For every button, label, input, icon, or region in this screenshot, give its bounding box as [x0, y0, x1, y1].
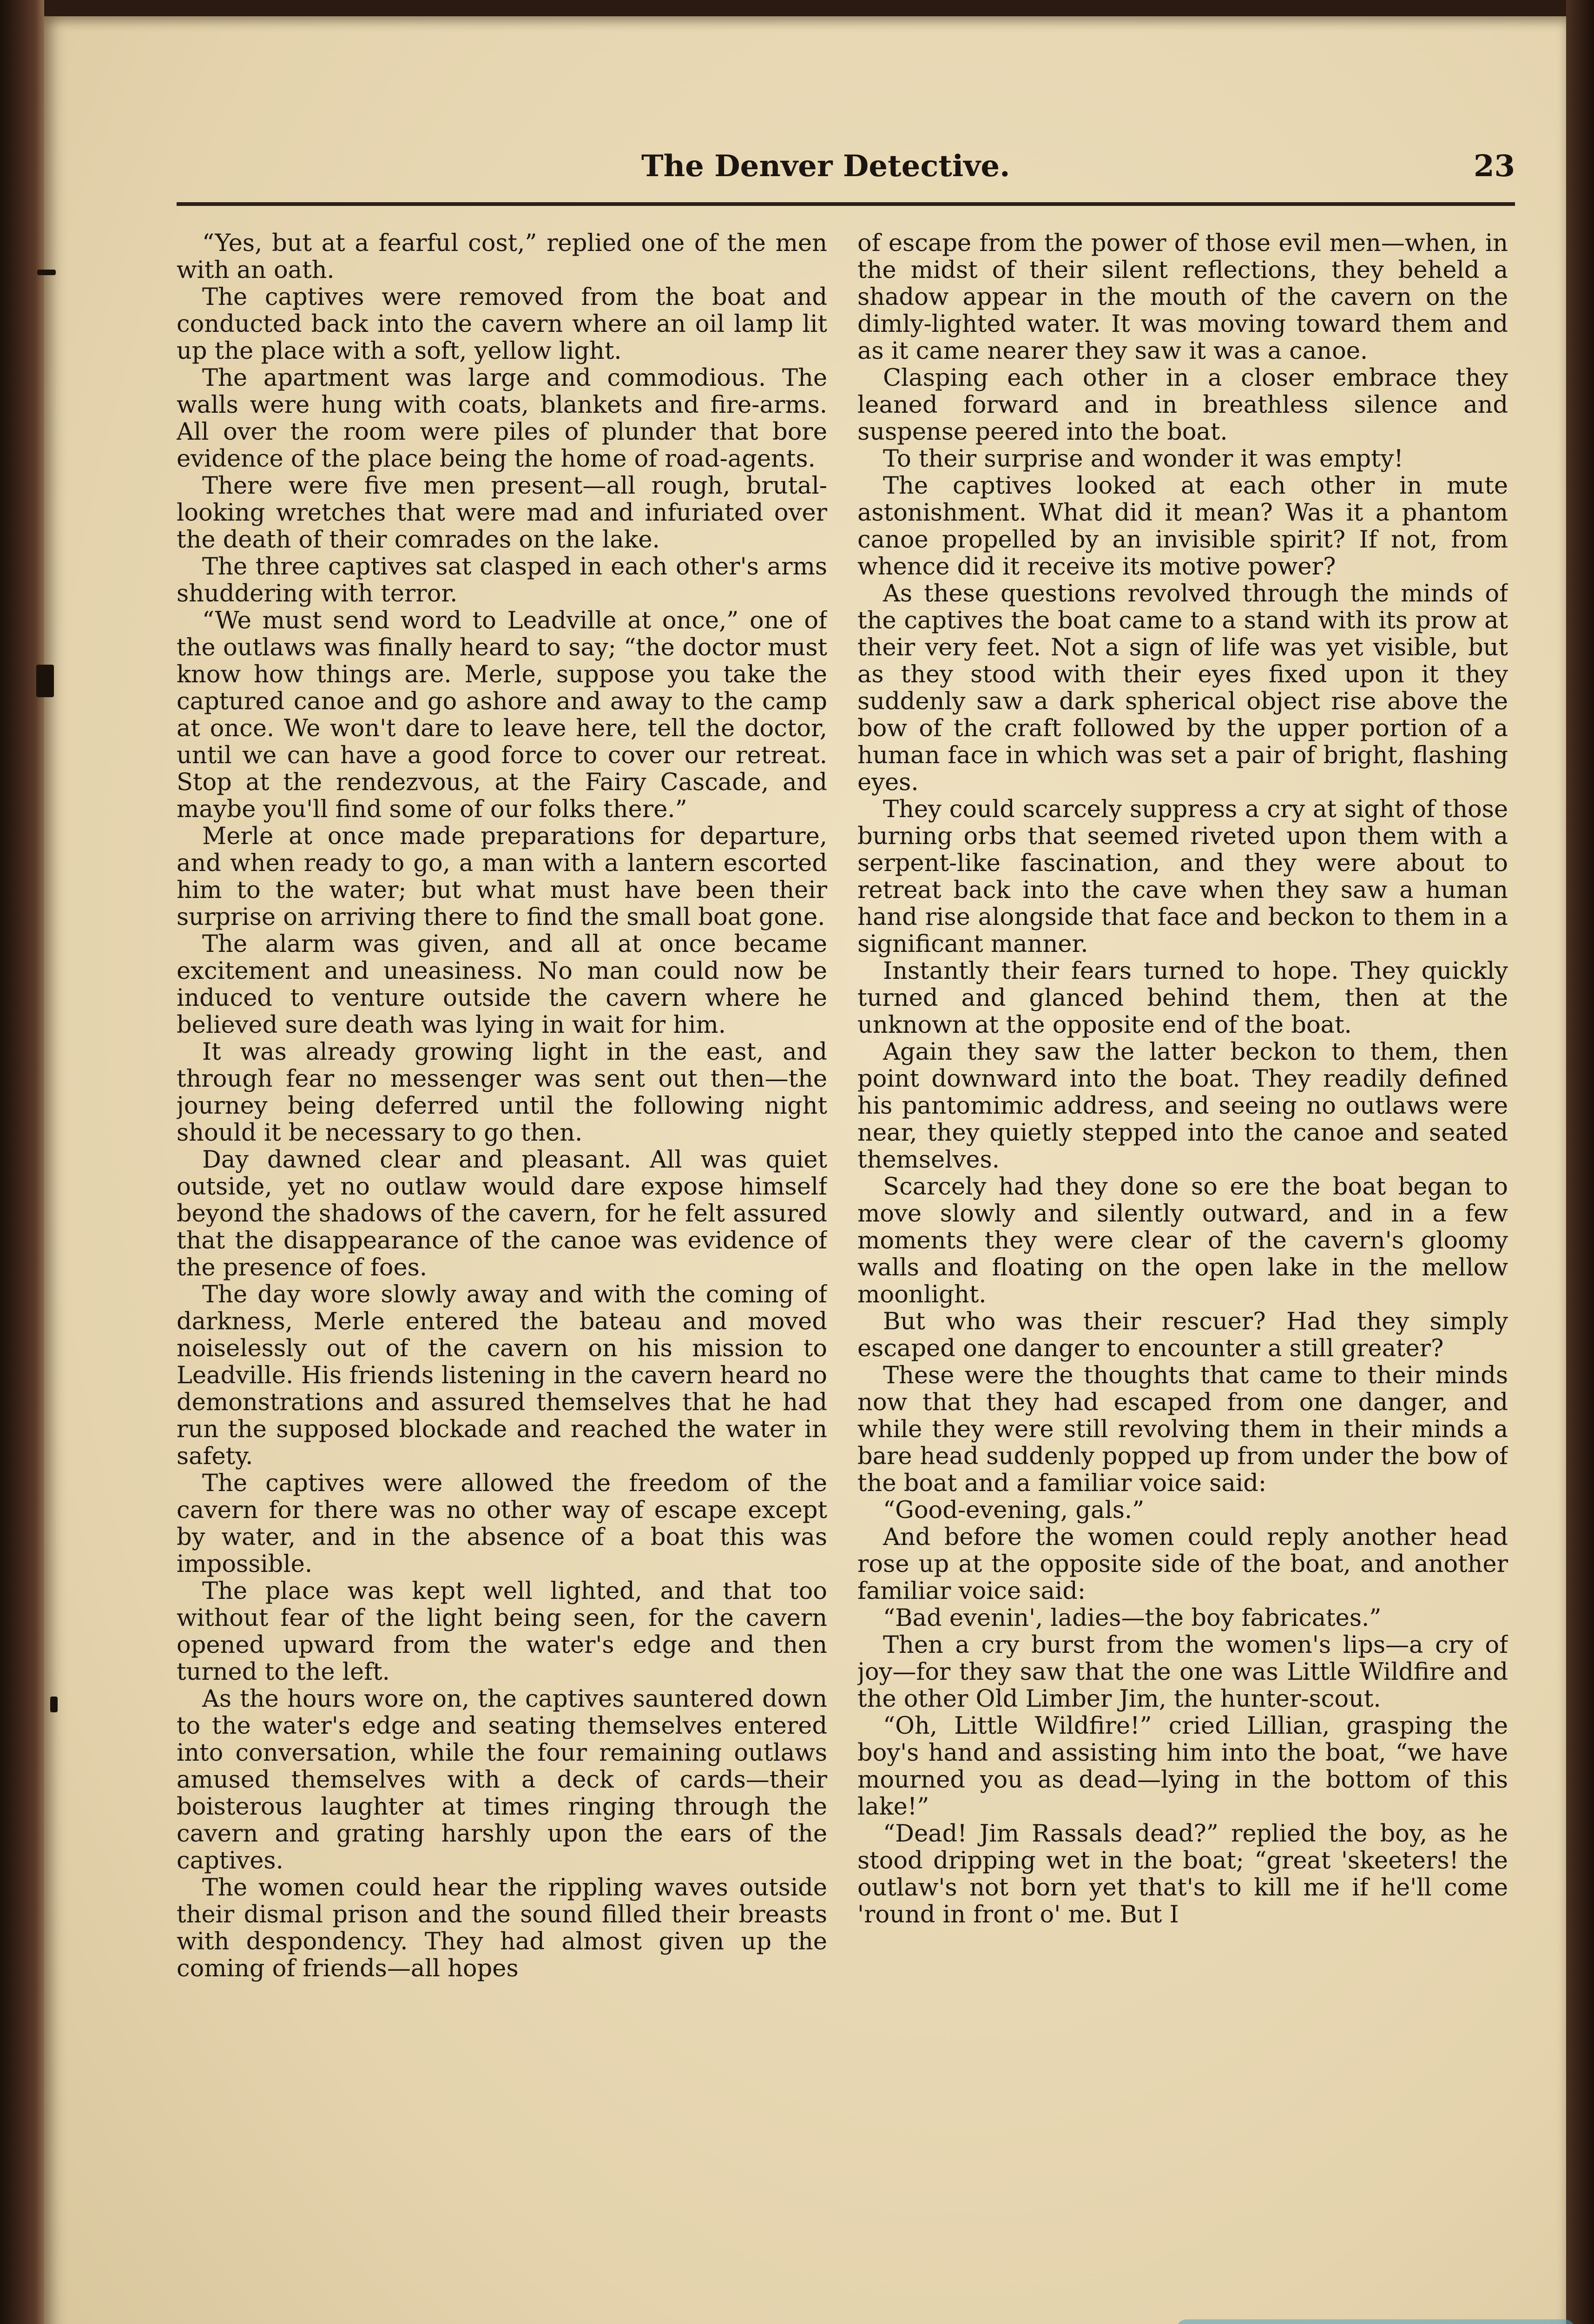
- page-number: 23: [1473, 149, 1515, 184]
- paragraph: They could scarcely suppress a cry at sight of those burning orbs that seemed riveted upon them with a serpent-like fascination, and they were about to retreat back into the cave when they saw a human hand rise alongside that face and beckon to them in a significant manner.: [857, 796, 1508, 958]
- paragraph: These were the thoughts that came to their minds now that they had escaped from one danger, and while they were still revolving them in their minds a bare head suddenly popped up from under the bow of the boat and a familiar voice said:: [857, 1362, 1508, 1497]
- paragraph: And before the women could reply another head rose up at the opposite side of the boat, and another familiar voice said:: [857, 1524, 1508, 1605]
- paragraph: As these questions revolved through the minds of the captives the boat came to a stand with its prow at their very feet. Not a sign of life was yet visible, but as they stood with their eyes fixed upon it they suddenly saw a dark spherical object rise above the bow of the craft followed by the upper portion of a human face in which was set a pair of bright, flashing eyes.: [857, 580, 1508, 796]
- binding-mark: [36, 665, 54, 697]
- paragraph: Day dawned clear and pleasant. All was quiet outside, yet no outlaw would dare expose himself beyond the shadows of the cavern, for he felt assured that the disappearance of the canoe was evidence of the presence of foes.: [177, 1146, 827, 1281]
- paragraph: Instantly their fears turned to hope. They quickly turned and glanced behind them, then at the unknown at the opposite end of the boat.: [857, 957, 1508, 1039]
- paragraph: “Good-evening, gals.”: [883, 1497, 1145, 1524]
- paragraph: The day wore slowly away and with the coming of darkness, Merle entered the bateau and moved noiselessly out of the cavern on his mission to Leadville. His friends listening in the cavern heard no demonstrations and assured themselves that he had run the supposed blockade and reached the water in safety.: [177, 1281, 827, 1470]
- paragraph: Merle at once made preparations for departure, and when ready to go, a man with a lantern escorted him to the water; but what must have been their surprise on arriving there to find the small boat gone.: [177, 823, 827, 931]
- paragraph: But who was their rescuer? Had they simply escaped one danger to encounter a still greater?: [857, 1308, 1508, 1362]
- left-column: [177, 230, 827, 2215]
- book-spine: [0, 0, 44, 2324]
- paragraph: The captives looked at each other in mute astonishment. What did it mean? Was it a phantom canoe propelled by an invisible spirit? If not, from whence did it receive its motive power?: [857, 472, 1508, 581]
- paragraph: It was already growing light in the east, and through fear no messenger was sent out then—the journey being deferred until the following night should it be necessary to go then.: [177, 1038, 827, 1147]
- paragraph: The alarm was given, and all at once became excitement and uneasiness. No man could now be induced to venture outside the cavern where he believed sure death was lying in wait for him.: [177, 931, 827, 1039]
- page-edge: [1566, 0, 1594, 2324]
- binding-mark: [37, 270, 56, 275]
- watermark-logo: [1176, 2319, 1575, 2324]
- paragraph: Clasping each other in a closer embrace they leaned forward and in breathless silence and suspense peered into the boat.: [857, 364, 1508, 446]
- paragraph: “Dead! Jim Rassals dead?” replied the boy, as he stood dripping wet in the boat; “great 'skeeters! the outlaw's not born yet that's to kill me if he'll come 'round in front o' me. But I: [857, 1820, 1508, 1928]
- paragraph: “We must send word to Leadville at once,” one of the outlaws was finally heard to say; “the doctor must know how things are. Merle, suppose you take the captured canoe and go ashore and away to the camp at once. We won't dare to leave here, tell the doctor, until we can have a good force to cover our retreat. Stop at the rendezvous, at the Fairy Cascade, and maybe you'll find some of our folks there.”: [177, 607, 827, 823]
- paragraph: There were five men present—all rough, brutal-looking wretches that were mad and infuriated over the death of their comrades on the lake.: [177, 472, 827, 554]
- paragraph: The apartment was large and commodious. The walls were hung with coats, blankets and fire-arms. All over the room were piles of plunder that bore evidence of the place being the home of road-agents.: [177, 364, 827, 473]
- paragraph: “Oh, Little Wildfire!” cried Lillian, grasping the boy's hand and assisting him into the boat, “we have mourned you as dead—lying in the bottom of this lake!”: [857, 1712, 1508, 1821]
- paragraph: “Bad evenin', ladies—the boy fabricates.”: [883, 1604, 1382, 1632]
- paragraph: The women could hear the rippling waves outside their dismal prison and the sound filled their breasts with despondency. They had almost given up the coming of friends—all hopes: [177, 1874, 827, 1982]
- paragraph: The place was kept well lighted, and that too without fear of the light being seen, for the cavern opened upward from the water's edge and then turned to the left.: [177, 1578, 827, 1686]
- paragraph: Again they saw the latter beckon to them, then point downward into the boat. They readily defined his pantomimic address, and seeing no outlaws were near, they quietly stepped into the canoe and seated themselves.: [857, 1038, 1508, 1174]
- header-rule: [177, 202, 1515, 206]
- binding-mark: [50, 1697, 58, 1712]
- running-title: The Denver Detective.: [641, 149, 1010, 184]
- right-column: [857, 230, 1508, 2215]
- paragraph: Scarcely had they done so ere the boat began to move slowly and silently outward, and in a few moments they were clear of the cavern's gloomy walls and floating on the open lake in the mellow moonlight.: [857, 1173, 1508, 1308]
- paragraph: of escape from the power of those evil men—when, in the midst of their silent reflections, they beheld a shadow appear in the mouth of the cavern on the dimly-lighted water. It was moving toward them and as it came nearer they saw it was a canoe.: [857, 230, 1508, 365]
- page-header: [177, 149, 1515, 200]
- paragraph: The captives were allowed the freedom of the cavern for there was no other way of escape except by water, and in the absence of a boat this was impossible.: [177, 1470, 827, 1578]
- paragraph: To their surprise and wonder it was empty!: [883, 445, 1403, 473]
- paragraph: The captives were removed from the boat and conducted back into the cavern where an oil lamp lit up the place with a soft, yellow light.: [177, 284, 827, 365]
- paragraph: As the hours wore on, the captives sauntered down to the water's edge and seating themselves entered into conversation, while the four remaining outlaws amused themselves with a deck of cards—their boisterous laughter at times ringing through the cavern and grating harshly upon the ears of the captives.: [177, 1685, 827, 1875]
- paragraph: The three captives sat clasped in each other's arms shuddering with terror.: [177, 553, 827, 607]
- paragraph: Then a cry burst from the women's lips—a cry of joy—for they saw that the one was Little Wildfire and the other Old Limber Jim, the hunter-scout.: [857, 1631, 1508, 1713]
- paragraph: “Yes, but at a fearful cost,” replied one of the men with an oath.: [177, 230, 827, 284]
